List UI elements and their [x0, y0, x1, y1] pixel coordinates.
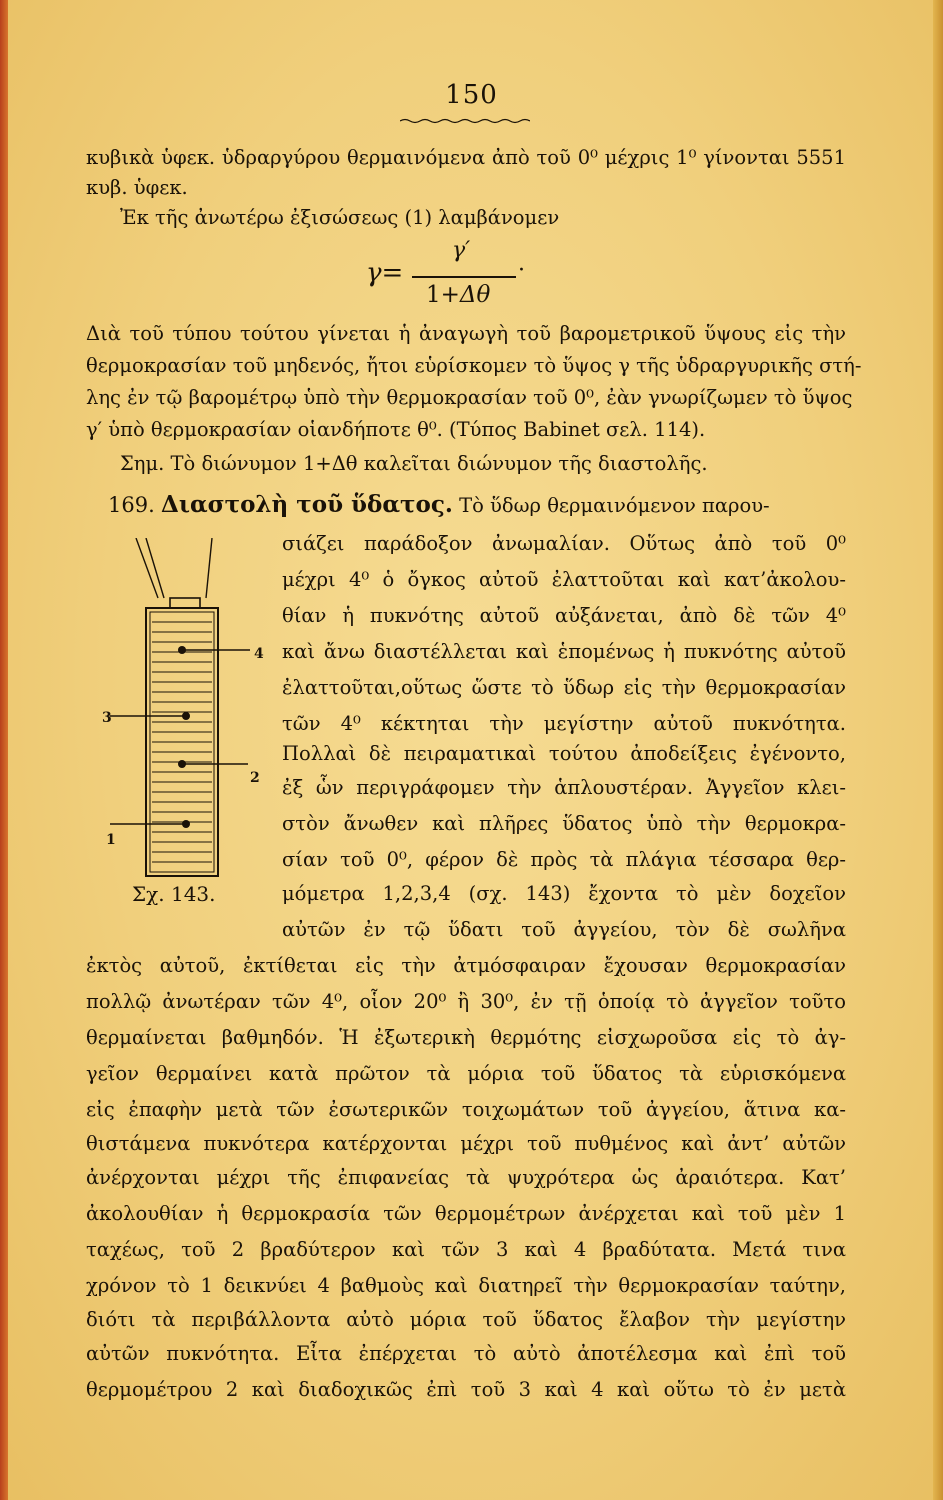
text-line: κυβ. ὑφεκ.	[86, 176, 188, 199]
text-line: αὐτῶν πυκνότητα. Εἶτα ἐπέρχεται τὸ αὐτὸ ἀποτέλεσμα καὶ ἐπὶ τοῦ	[86, 1342, 846, 1365]
text-line: θιστάμενα πυκνότερα κατέρχονται μέχρι τοῦ πυθμένος καὶ ἀντ’ αὐτῶν	[86, 1132, 846, 1155]
section-first-line: Τὸ ὕδωρ θερμαινόμενον παρου-	[459, 494, 770, 517]
formula-lhs: γ=	[366, 258, 404, 288]
text-line: ἐξ ὧν περιγράφομεν τὴν ἁπλουστέραν. Ἀγγεῖον κλει-	[282, 776, 846, 799]
text-line: ἀνέρχονται μέχρι τῆς ἐπιφανείας τὰ ψυχρότερα ὡς ἀραιότερα. Κατ’	[86, 1166, 846, 1189]
figure-label: 4	[254, 646, 264, 662]
text-line: αὐτῶν ἐν τῷ ὕδατι τοῦ ἀγγείου, τὸν δὲ σωλῆνα	[282, 918, 846, 941]
section-heading-line	[108, 490, 848, 521]
text-line: θίαν ἡ πυκνότης αὐτοῦ αὐξάνεται, ἀπὸ δὲ τῶν 4⁰	[282, 604, 846, 627]
text-line: σιάζει παράδοξον ἀνωμαλίαν. Οὕτως ἀπὸ τοῦ 0⁰	[282, 532, 846, 555]
page-edge-left	[0, 0, 8, 1500]
text-line: ἐλαττοῦται,οὕτως ὥστε τὸ ὕδωρ εἰς τὴν θερμοκρασίαν	[282, 676, 846, 699]
text-line: κυβικὰ ὑφεκ. ὑδραργύρου θερμαινόμενα ἀπὸ τοῦ 0⁰ μέχρις 1⁰ γίνονται 5551	[86, 146, 846, 169]
figure-label: 1	[106, 832, 116, 848]
text-line: διότι τὰ περιβάλλοντα αὐτὸ μόρια τοῦ ὕδατος ἔλαβον τὴν μεγίστην	[86, 1308, 846, 1331]
text-line: Ἐκ τῆς ἀνωτέρω ἐξισώσεως (1) λαμβάνομεν	[120, 206, 560, 229]
figure-label: 3	[102, 710, 112, 726]
text-line: γεῖον θερμαίνει κατὰ πρῶτον τὰ μόρια τοῦ ὕδατος τὰ εὑρισκόμενα	[86, 1062, 846, 1085]
page-number: 150	[445, 80, 498, 110]
text-line: θερμοκρασίαν τοῦ μηδενός, ἤτοι εὑρίσκομεν τὸ ὕψος γ τῆς ὑδραργυρικῆς στή-	[86, 354, 862, 377]
text-line: σίαν τοῦ 0⁰, φέρον δὲ πρὸς τὰ πλάγια τέσσαρα θερ-	[282, 848, 846, 871]
formula	[330, 238, 530, 310]
text-line: γ′ ὑπὸ θερμοκρασίαν οἱανδήποτε θ⁰. (Τύπος Babinet σελ. 114).	[86, 418, 706, 441]
text-line: πολλῷ ἀνωτέραν τῶν 4⁰, οἷον 20⁰ ἢ 30⁰, ἐν τῇ ὁποίᾳ τὸ ἀγγεῖον τοῦτο	[86, 990, 846, 1013]
figure-label: 2	[250, 770, 260, 786]
section-number: 169.	[108, 493, 155, 517]
figure-caption: Σχ. 143.	[132, 882, 216, 906]
text-line: λης ἐν τῷ βαρομέτρῳ ὑπὸ τὴν θερμοκρασίαν τοῦ 0⁰, ἐὰν γνωρίζωμεν τὸ ὕψος	[86, 386, 853, 409]
text-line: μέχρι 4⁰ ὁ ὄγκος αὐτοῦ ἐλαττοῦται καὶ κατ’ἀκολου-	[282, 568, 846, 591]
text-line: ἀκολουθίαν ἡ θερμοκρασία τῶν θερμομέτρων ἀνέρχεται καὶ τοῦ μὲν 1	[86, 1202, 846, 1225]
text-line: χρόνον τὸ 1 δεικνύει 4 βαθμοὺς καὶ διατηρεῖ τὴν θερμοκρασίαν ταύτην,	[86, 1274, 846, 1297]
text-line: ταχέως, τοῦ 2 βραδύτερον καὶ τῶν 3 καὶ 4 βραδύτατα. Μετά τινα	[86, 1238, 846, 1261]
formula-numerator: γ′	[452, 238, 471, 263]
text-line: θερμαίνεται βαθμηδόν. Ἡ ἐξωτερικὴ θερμότης εἰσχωροῦσα εἰς τὸ ἀγ-	[86, 1026, 846, 1049]
text-line: ἐκτὸς αὐτοῦ, ἐκτίθεται εἰς τὴν ἀτμόσφαιραν ἔχουσαν θερμοκρασίαν	[86, 954, 846, 977]
formula-trailing: ·	[518, 258, 525, 283]
text-line: Πολλαὶ δὲ πειραματικαὶ τούτου ἀποδείξεις ἐγένοντο,	[282, 742, 846, 765]
text-line: εἰς ἐπαφὴν μετὰ τῶν ἐσωτερικῶν τοιχωμάτων τοῦ ἀγγείου, ἅτινα κα-	[86, 1098, 846, 1121]
text-line: καὶ ἄνω διαστέλλεται καὶ ἑπομένως ἡ πυκνότης αὐτοῦ	[282, 640, 846, 663]
header-rule	[400, 118, 530, 124]
text-line: Διὰ τοῦ τύπου τούτου γίνεται ἡ ἀναγωγὴ τοῦ βαρομετρικοῦ ὕψους εἰς τὴν	[86, 322, 846, 345]
text-line: στὸν ἄνωθεν καὶ πλῆρες ὕδατος ὑπὸ τὴν θερμοκρα-	[282, 812, 846, 835]
fraction-bar	[412, 276, 516, 278]
section-title: Διαστολὴ τοῦ ὕδατος.	[160, 491, 453, 518]
text-line: θερμομέτρου 2 καὶ διαδοχικῶς ἐπὶ τοῦ 3 καὶ 4 καὶ οὕτω τὸ ἐν μετὰ	[86, 1378, 846, 1401]
figure-143-vessel-with-thermometers	[100, 538, 270, 913]
text-line: τῶν 4⁰ κέκτηται τὴν μεγίστην αὐτοῦ πυκνότητα.	[282, 712, 846, 735]
note-line: Σημ. Τὸ διώνυμον 1+Δθ καλεῖται διώνυμον τῆς διαστολῆς.	[120, 452, 708, 475]
formula-denominator: 1+Δθ	[426, 282, 491, 308]
page-edge-right	[933, 0, 943, 1500]
text-line: μόμετρα 1,2,3,4 (σχ. 143) ἔχοντα τὸ μὲν δοχεῖον	[282, 882, 846, 905]
